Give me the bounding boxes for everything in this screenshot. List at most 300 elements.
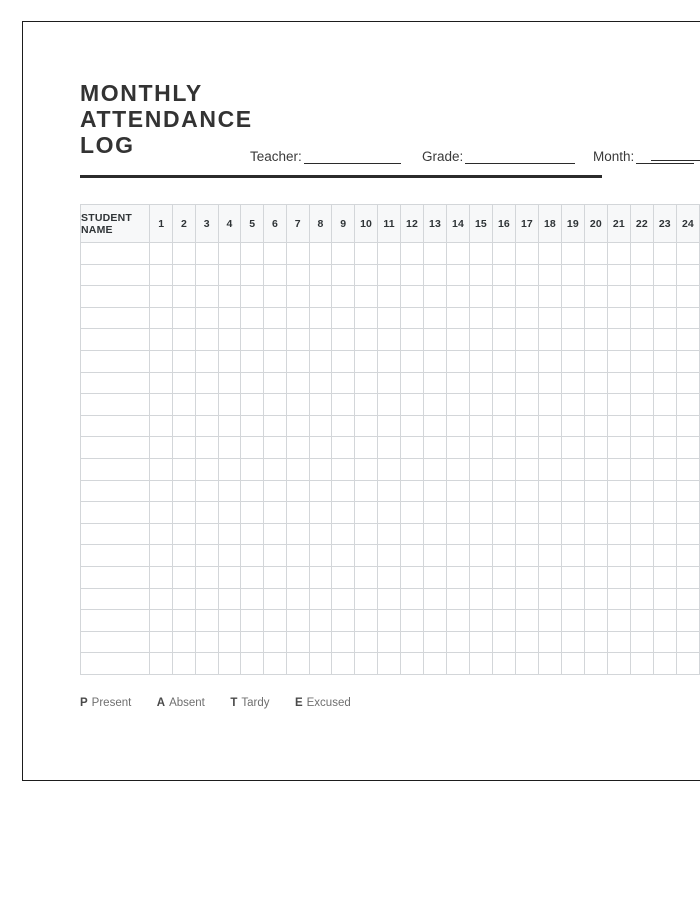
attendance-cell-day-17[interactable] [515, 545, 538, 567]
attendance-cell-day-21[interactable] [607, 523, 630, 545]
attendance-cell-day-2[interactable] [173, 264, 196, 286]
attendance-cell-day-3[interactable] [195, 458, 218, 480]
attendance-cell-day-7[interactable] [286, 307, 309, 329]
attendance-cell-day-2[interactable] [173, 329, 196, 351]
attendance-cell-day-7[interactable] [286, 415, 309, 437]
attendance-cell-day-20[interactable] [584, 415, 607, 437]
attendance-cell-day-16[interactable] [492, 286, 515, 308]
attendance-cell-day-5[interactable] [241, 545, 264, 567]
attendance-cell-day-6[interactable] [264, 437, 287, 459]
attendance-cell-day-11[interactable] [378, 523, 401, 545]
attendance-cell-day-4[interactable] [218, 307, 241, 329]
attendance-cell-day-11[interactable] [378, 243, 401, 265]
attendance-cell-day-3[interactable] [195, 502, 218, 524]
attendance-cell-day-23[interactable] [653, 329, 676, 351]
attendance-cell-day-8[interactable] [309, 480, 332, 502]
attendance-cell-day-23[interactable] [653, 502, 676, 524]
attendance-cell-day-13[interactable] [423, 480, 446, 502]
student-name-cell[interactable] [81, 264, 150, 286]
attendance-cell-day-23[interactable] [653, 523, 676, 545]
attendance-cell-day-17[interactable] [515, 610, 538, 632]
attendance-cell-day-18[interactable] [538, 653, 561, 675]
attendance-cell-day-19[interactable] [561, 437, 584, 459]
attendance-cell-day-20[interactable] [584, 610, 607, 632]
attendance-cell-day-14[interactable] [446, 610, 469, 632]
attendance-cell-day-5[interactable] [241, 243, 264, 265]
attendance-cell-day-1[interactable] [150, 653, 173, 675]
student-name-cell[interactable] [81, 523, 150, 545]
attendance-cell-day-8[interactable] [309, 394, 332, 416]
attendance-cell-day-17[interactable] [515, 653, 538, 675]
attendance-cell-day-11[interactable] [378, 415, 401, 437]
attendance-cell-day-2[interactable] [173, 243, 196, 265]
attendance-cell-day-1[interactable] [150, 329, 173, 351]
attendance-cell-day-5[interactable] [241, 458, 264, 480]
attendance-cell-day-16[interactable] [492, 458, 515, 480]
attendance-cell-day-5[interactable] [241, 394, 264, 416]
attendance-cell-day-17[interactable] [515, 415, 538, 437]
attendance-cell-day-23[interactable] [653, 243, 676, 265]
attendance-cell-day-4[interactable] [218, 458, 241, 480]
student-name-cell[interactable] [81, 243, 150, 265]
attendance-cell-day-5[interactable] [241, 350, 264, 372]
attendance-cell-day-12[interactable] [400, 329, 423, 351]
attendance-cell-day-24[interactable] [676, 480, 699, 502]
attendance-cell-day-18[interactable] [538, 286, 561, 308]
attendance-cell-day-17[interactable] [515, 372, 538, 394]
attendance-cell-day-23[interactable] [653, 307, 676, 329]
attendance-cell-day-16[interactable] [492, 350, 515, 372]
attendance-cell-day-13[interactable] [423, 502, 446, 524]
attendance-cell-day-12[interactable] [400, 243, 423, 265]
attendance-cell-day-16[interactable] [492, 588, 515, 610]
attendance-cell-day-8[interactable] [309, 372, 332, 394]
attendance-cell-day-19[interactable] [561, 415, 584, 437]
attendance-cell-day-8[interactable] [309, 286, 332, 308]
attendance-cell-day-9[interactable] [332, 394, 355, 416]
attendance-cell-day-7[interactable] [286, 545, 309, 567]
attendance-cell-day-18[interactable] [538, 502, 561, 524]
attendance-cell-day-23[interactable] [653, 610, 676, 632]
attendance-cell-day-13[interactable] [423, 523, 446, 545]
attendance-cell-day-13[interactable] [423, 545, 446, 567]
attendance-cell-day-4[interactable] [218, 523, 241, 545]
attendance-cell-day-11[interactable] [378, 480, 401, 502]
attendance-cell-day-19[interactable] [561, 394, 584, 416]
attendance-cell-day-8[interactable] [309, 610, 332, 632]
student-name-cell[interactable] [81, 415, 150, 437]
attendance-cell-day-12[interactable] [400, 545, 423, 567]
attendance-cell-day-16[interactable] [492, 243, 515, 265]
attendance-cell-day-22[interactable] [630, 372, 653, 394]
student-name-cell[interactable] [81, 458, 150, 480]
attendance-cell-day-13[interactable] [423, 437, 446, 459]
attendance-cell-day-5[interactable] [241, 653, 264, 675]
attendance-cell-day-17[interactable] [515, 329, 538, 351]
attendance-cell-day-14[interactable] [446, 264, 469, 286]
attendance-cell-day-2[interactable] [173, 415, 196, 437]
attendance-cell-day-3[interactable] [195, 307, 218, 329]
attendance-cell-day-20[interactable] [584, 502, 607, 524]
attendance-cell-day-6[interactable] [264, 372, 287, 394]
attendance-cell-day-17[interactable] [515, 523, 538, 545]
attendance-cell-day-10[interactable] [355, 243, 378, 265]
attendance-cell-day-21[interactable] [607, 545, 630, 567]
attendance-cell-day-1[interactable] [150, 394, 173, 416]
attendance-cell-day-11[interactable] [378, 286, 401, 308]
attendance-cell-day-24[interactable] [676, 588, 699, 610]
attendance-cell-day-7[interactable] [286, 372, 309, 394]
attendance-cell-day-13[interactable] [423, 566, 446, 588]
attendance-cell-day-10[interactable] [355, 350, 378, 372]
attendance-cell-day-18[interactable] [538, 545, 561, 567]
attendance-cell-day-10[interactable] [355, 610, 378, 632]
attendance-cell-day-22[interactable] [630, 264, 653, 286]
attendance-cell-day-8[interactable] [309, 458, 332, 480]
attendance-cell-day-14[interactable] [446, 502, 469, 524]
attendance-cell-day-20[interactable] [584, 588, 607, 610]
attendance-cell-day-6[interactable] [264, 480, 287, 502]
attendance-cell-day-11[interactable] [378, 350, 401, 372]
attendance-cell-day-10[interactable] [355, 286, 378, 308]
attendance-cell-day-2[interactable] [173, 566, 196, 588]
attendance-cell-day-13[interactable] [423, 286, 446, 308]
attendance-cell-day-20[interactable] [584, 286, 607, 308]
attendance-cell-day-22[interactable] [630, 545, 653, 567]
attendance-cell-day-3[interactable] [195, 523, 218, 545]
attendance-cell-day-12[interactable] [400, 264, 423, 286]
attendance-cell-day-13[interactable] [423, 610, 446, 632]
attendance-cell-day-6[interactable] [264, 394, 287, 416]
attendance-cell-day-17[interactable] [515, 480, 538, 502]
attendance-cell-day-18[interactable] [538, 631, 561, 653]
attendance-cell-day-10[interactable] [355, 566, 378, 588]
student-name-cell[interactable] [81, 480, 150, 502]
attendance-cell-day-19[interactable] [561, 286, 584, 308]
attendance-cell-day-6[interactable] [264, 631, 287, 653]
attendance-cell-day-16[interactable] [492, 480, 515, 502]
attendance-cell-day-9[interactable] [332, 545, 355, 567]
attendance-cell-day-19[interactable] [561, 610, 584, 632]
attendance-cell-day-15[interactable] [469, 653, 492, 675]
attendance-cell-day-20[interactable] [584, 350, 607, 372]
attendance-cell-day-24[interactable] [676, 394, 699, 416]
attendance-cell-day-3[interactable] [195, 566, 218, 588]
attendance-cell-day-3[interactable] [195, 243, 218, 265]
attendance-cell-day-16[interactable] [492, 502, 515, 524]
attendance-cell-day-4[interactable] [218, 631, 241, 653]
attendance-cell-day-15[interactable] [469, 372, 492, 394]
attendance-cell-day-13[interactable] [423, 653, 446, 675]
attendance-cell-day-6[interactable] [264, 653, 287, 675]
attendance-cell-day-20[interactable] [584, 631, 607, 653]
attendance-cell-day-24[interactable] [676, 502, 699, 524]
attendance-cell-day-14[interactable] [446, 372, 469, 394]
attendance-cell-day-23[interactable] [653, 631, 676, 653]
attendance-cell-day-6[interactable] [264, 588, 287, 610]
attendance-cell-day-15[interactable] [469, 286, 492, 308]
attendance-cell-day-18[interactable] [538, 610, 561, 632]
attendance-cell-day-24[interactable] [676, 566, 699, 588]
attendance-cell-day-19[interactable] [561, 653, 584, 675]
attendance-cell-day-5[interactable] [241, 372, 264, 394]
attendance-cell-day-9[interactable] [332, 264, 355, 286]
attendance-cell-day-11[interactable] [378, 653, 401, 675]
attendance-cell-day-5[interactable] [241, 631, 264, 653]
attendance-cell-day-7[interactable] [286, 631, 309, 653]
attendance-cell-day-23[interactable] [653, 372, 676, 394]
student-name-cell[interactable] [81, 610, 150, 632]
attendance-cell-day-20[interactable] [584, 372, 607, 394]
attendance-cell-day-19[interactable] [561, 372, 584, 394]
attendance-cell-day-21[interactable] [607, 350, 630, 372]
attendance-cell-day-4[interactable] [218, 329, 241, 351]
attendance-cell-day-17[interactable] [515, 588, 538, 610]
attendance-cell-day-6[interactable] [264, 502, 287, 524]
attendance-cell-day-13[interactable] [423, 372, 446, 394]
attendance-cell-day-19[interactable] [561, 588, 584, 610]
attendance-cell-day-10[interactable] [355, 502, 378, 524]
attendance-cell-day-6[interactable] [264, 243, 287, 265]
attendance-cell-day-9[interactable] [332, 631, 355, 653]
attendance-cell-day-2[interactable] [173, 286, 196, 308]
attendance-cell-day-10[interactable] [355, 437, 378, 459]
attendance-cell-day-8[interactable] [309, 502, 332, 524]
attendance-cell-day-2[interactable] [173, 631, 196, 653]
attendance-cell-day-19[interactable] [561, 523, 584, 545]
attendance-cell-day-12[interactable] [400, 653, 423, 675]
student-name-cell[interactable] [81, 286, 150, 308]
attendance-cell-day-11[interactable] [378, 394, 401, 416]
attendance-cell-day-8[interactable] [309, 350, 332, 372]
attendance-cell-day-12[interactable] [400, 350, 423, 372]
attendance-cell-day-3[interactable] [195, 394, 218, 416]
attendance-cell-day-3[interactable] [195, 480, 218, 502]
attendance-cell-day-15[interactable] [469, 480, 492, 502]
attendance-cell-day-9[interactable] [332, 566, 355, 588]
attendance-cell-day-4[interactable] [218, 286, 241, 308]
attendance-cell-day-14[interactable] [446, 458, 469, 480]
attendance-cell-day-22[interactable] [630, 502, 653, 524]
attendance-cell-day-16[interactable] [492, 437, 515, 459]
attendance-cell-day-18[interactable] [538, 307, 561, 329]
attendance-cell-day-3[interactable] [195, 588, 218, 610]
attendance-cell-day-21[interactable] [607, 502, 630, 524]
attendance-cell-day-23[interactable] [653, 286, 676, 308]
attendance-cell-day-20[interactable] [584, 458, 607, 480]
attendance-cell-day-15[interactable] [469, 264, 492, 286]
attendance-cell-day-5[interactable] [241, 566, 264, 588]
attendance-cell-day-3[interactable] [195, 372, 218, 394]
attendance-cell-day-13[interactable] [423, 264, 446, 286]
attendance-cell-day-15[interactable] [469, 329, 492, 351]
attendance-cell-day-3[interactable] [195, 545, 218, 567]
attendance-cell-day-10[interactable] [355, 394, 378, 416]
student-name-cell[interactable] [81, 502, 150, 524]
attendance-cell-day-19[interactable] [561, 329, 584, 351]
attendance-cell-day-21[interactable] [607, 588, 630, 610]
attendance-cell-day-18[interactable] [538, 264, 561, 286]
attendance-cell-day-15[interactable] [469, 307, 492, 329]
attendance-cell-day-20[interactable] [584, 307, 607, 329]
attendance-cell-day-5[interactable] [241, 523, 264, 545]
attendance-cell-day-10[interactable] [355, 415, 378, 437]
attendance-cell-day-7[interactable] [286, 566, 309, 588]
attendance-cell-day-14[interactable] [446, 415, 469, 437]
attendance-cell-day-15[interactable] [469, 545, 492, 567]
attendance-cell-day-11[interactable] [378, 631, 401, 653]
student-name-cell[interactable] [81, 329, 150, 351]
attendance-cell-day-2[interactable] [173, 394, 196, 416]
attendance-cell-day-23[interactable] [653, 415, 676, 437]
attendance-cell-day-4[interactable] [218, 502, 241, 524]
attendance-cell-day-4[interactable] [218, 545, 241, 567]
attendance-cell-day-17[interactable] [515, 350, 538, 372]
attendance-cell-day-11[interactable] [378, 545, 401, 567]
attendance-cell-day-16[interactable] [492, 610, 515, 632]
attendance-cell-day-5[interactable] [241, 437, 264, 459]
attendance-cell-day-6[interactable] [264, 566, 287, 588]
attendance-cell-day-9[interactable] [332, 437, 355, 459]
attendance-cell-day-24[interactable] [676, 264, 699, 286]
attendance-cell-day-14[interactable] [446, 653, 469, 675]
attendance-cell-day-17[interactable] [515, 243, 538, 265]
attendance-cell-day-5[interactable] [241, 286, 264, 308]
attendance-cell-day-22[interactable] [630, 350, 653, 372]
attendance-cell-day-23[interactable] [653, 588, 676, 610]
attendance-cell-day-21[interactable] [607, 329, 630, 351]
attendance-cell-day-17[interactable] [515, 631, 538, 653]
attendance-cell-day-18[interactable] [538, 329, 561, 351]
attendance-cell-day-15[interactable] [469, 588, 492, 610]
attendance-cell-day-12[interactable] [400, 372, 423, 394]
attendance-cell-day-10[interactable] [355, 588, 378, 610]
teacher-field[interactable] [250, 146, 401, 164]
attendance-cell-day-8[interactable] [309, 307, 332, 329]
attendance-cell-day-16[interactable] [492, 264, 515, 286]
attendance-cell-day-15[interactable] [469, 631, 492, 653]
attendance-cell-day-15[interactable] [469, 394, 492, 416]
attendance-cell-day-4[interactable] [218, 264, 241, 286]
attendance-cell-day-12[interactable] [400, 610, 423, 632]
attendance-cell-day-7[interactable] [286, 458, 309, 480]
attendance-cell-day-6[interactable] [264, 286, 287, 308]
attendance-cell-day-7[interactable] [286, 437, 309, 459]
attendance-cell-day-22[interactable] [630, 394, 653, 416]
attendance-cell-day-9[interactable] [332, 523, 355, 545]
attendance-cell-day-21[interactable] [607, 415, 630, 437]
grade-field[interactable] [422, 146, 575, 164]
attendance-cell-day-22[interactable] [630, 243, 653, 265]
attendance-cell-day-1[interactable] [150, 286, 173, 308]
attendance-cell-day-7[interactable] [286, 243, 309, 265]
attendance-cell-day-14[interactable] [446, 394, 469, 416]
attendance-cell-day-23[interactable] [653, 480, 676, 502]
attendance-cell-day-7[interactable] [286, 502, 309, 524]
attendance-cell-day-7[interactable] [286, 350, 309, 372]
student-name-cell[interactable] [81, 372, 150, 394]
attendance-cell-day-23[interactable] [653, 545, 676, 567]
attendance-cell-day-21[interactable] [607, 566, 630, 588]
attendance-cell-day-14[interactable] [446, 286, 469, 308]
attendance-cell-day-3[interactable] [195, 264, 218, 286]
attendance-cell-day-4[interactable] [218, 372, 241, 394]
student-name-cell[interactable] [81, 437, 150, 459]
attendance-cell-day-16[interactable] [492, 523, 515, 545]
attendance-cell-day-19[interactable] [561, 631, 584, 653]
attendance-cell-day-10[interactable] [355, 631, 378, 653]
attendance-cell-day-12[interactable] [400, 458, 423, 480]
attendance-cell-day-24[interactable] [676, 286, 699, 308]
attendance-cell-day-8[interactable] [309, 329, 332, 351]
attendance-cell-day-7[interactable] [286, 264, 309, 286]
attendance-cell-day-21[interactable] [607, 437, 630, 459]
attendance-cell-day-20[interactable] [584, 264, 607, 286]
attendance-cell-day-24[interactable] [676, 243, 699, 265]
attendance-cell-day-8[interactable] [309, 588, 332, 610]
attendance-cell-day-20[interactable] [584, 545, 607, 567]
attendance-cell-day-5[interactable] [241, 415, 264, 437]
attendance-cell-day-10[interactable] [355, 545, 378, 567]
attendance-cell-day-19[interactable] [561, 458, 584, 480]
attendance-cell-day-8[interactable] [309, 631, 332, 653]
student-name-cell[interactable] [81, 350, 150, 372]
attendance-cell-day-10[interactable] [355, 523, 378, 545]
attendance-cell-day-2[interactable] [173, 610, 196, 632]
attendance-cell-day-7[interactable] [286, 329, 309, 351]
attendance-cell-day-4[interactable] [218, 415, 241, 437]
attendance-cell-day-8[interactable] [309, 523, 332, 545]
attendance-cell-day-3[interactable] [195, 350, 218, 372]
attendance-cell-day-15[interactable] [469, 502, 492, 524]
attendance-cell-day-5[interactable] [241, 502, 264, 524]
attendance-cell-day-24[interactable] [676, 437, 699, 459]
attendance-cell-day-15[interactable] [469, 415, 492, 437]
attendance-cell-day-1[interactable] [150, 350, 173, 372]
attendance-cell-day-22[interactable] [630, 523, 653, 545]
attendance-cell-day-24[interactable] [676, 523, 699, 545]
attendance-cell-day-17[interactable] [515, 502, 538, 524]
attendance-cell-day-7[interactable] [286, 588, 309, 610]
attendance-cell-day-17[interactable] [515, 286, 538, 308]
attendance-cell-day-22[interactable] [630, 588, 653, 610]
attendance-cell-day-18[interactable] [538, 394, 561, 416]
attendance-cell-day-24[interactable] [676, 458, 699, 480]
attendance-cell-day-15[interactable] [469, 350, 492, 372]
attendance-cell-day-16[interactable] [492, 566, 515, 588]
attendance-cell-day-14[interactable] [446, 588, 469, 610]
attendance-cell-day-6[interactable] [264, 415, 287, 437]
attendance-cell-day-16[interactable] [492, 372, 515, 394]
attendance-cell-day-9[interactable] [332, 610, 355, 632]
attendance-cell-day-4[interactable] [218, 437, 241, 459]
attendance-cell-day-24[interactable] [676, 653, 699, 675]
attendance-cell-day-22[interactable] [630, 458, 653, 480]
attendance-cell-day-8[interactable] [309, 243, 332, 265]
attendance-cell-day-3[interactable] [195, 329, 218, 351]
student-name-cell[interactable] [81, 545, 150, 567]
attendance-cell-day-15[interactable] [469, 437, 492, 459]
attendance-cell-day-14[interactable] [446, 243, 469, 265]
attendance-cell-day-19[interactable] [561, 480, 584, 502]
attendance-cell-day-1[interactable] [150, 523, 173, 545]
attendance-cell-day-7[interactable] [286, 394, 309, 416]
attendance-cell-day-22[interactable] [630, 631, 653, 653]
attendance-cell-day-13[interactable] [423, 350, 446, 372]
attendance-cell-day-1[interactable] [150, 264, 173, 286]
attendance-cell-day-21[interactable] [607, 243, 630, 265]
attendance-cell-day-13[interactable] [423, 631, 446, 653]
